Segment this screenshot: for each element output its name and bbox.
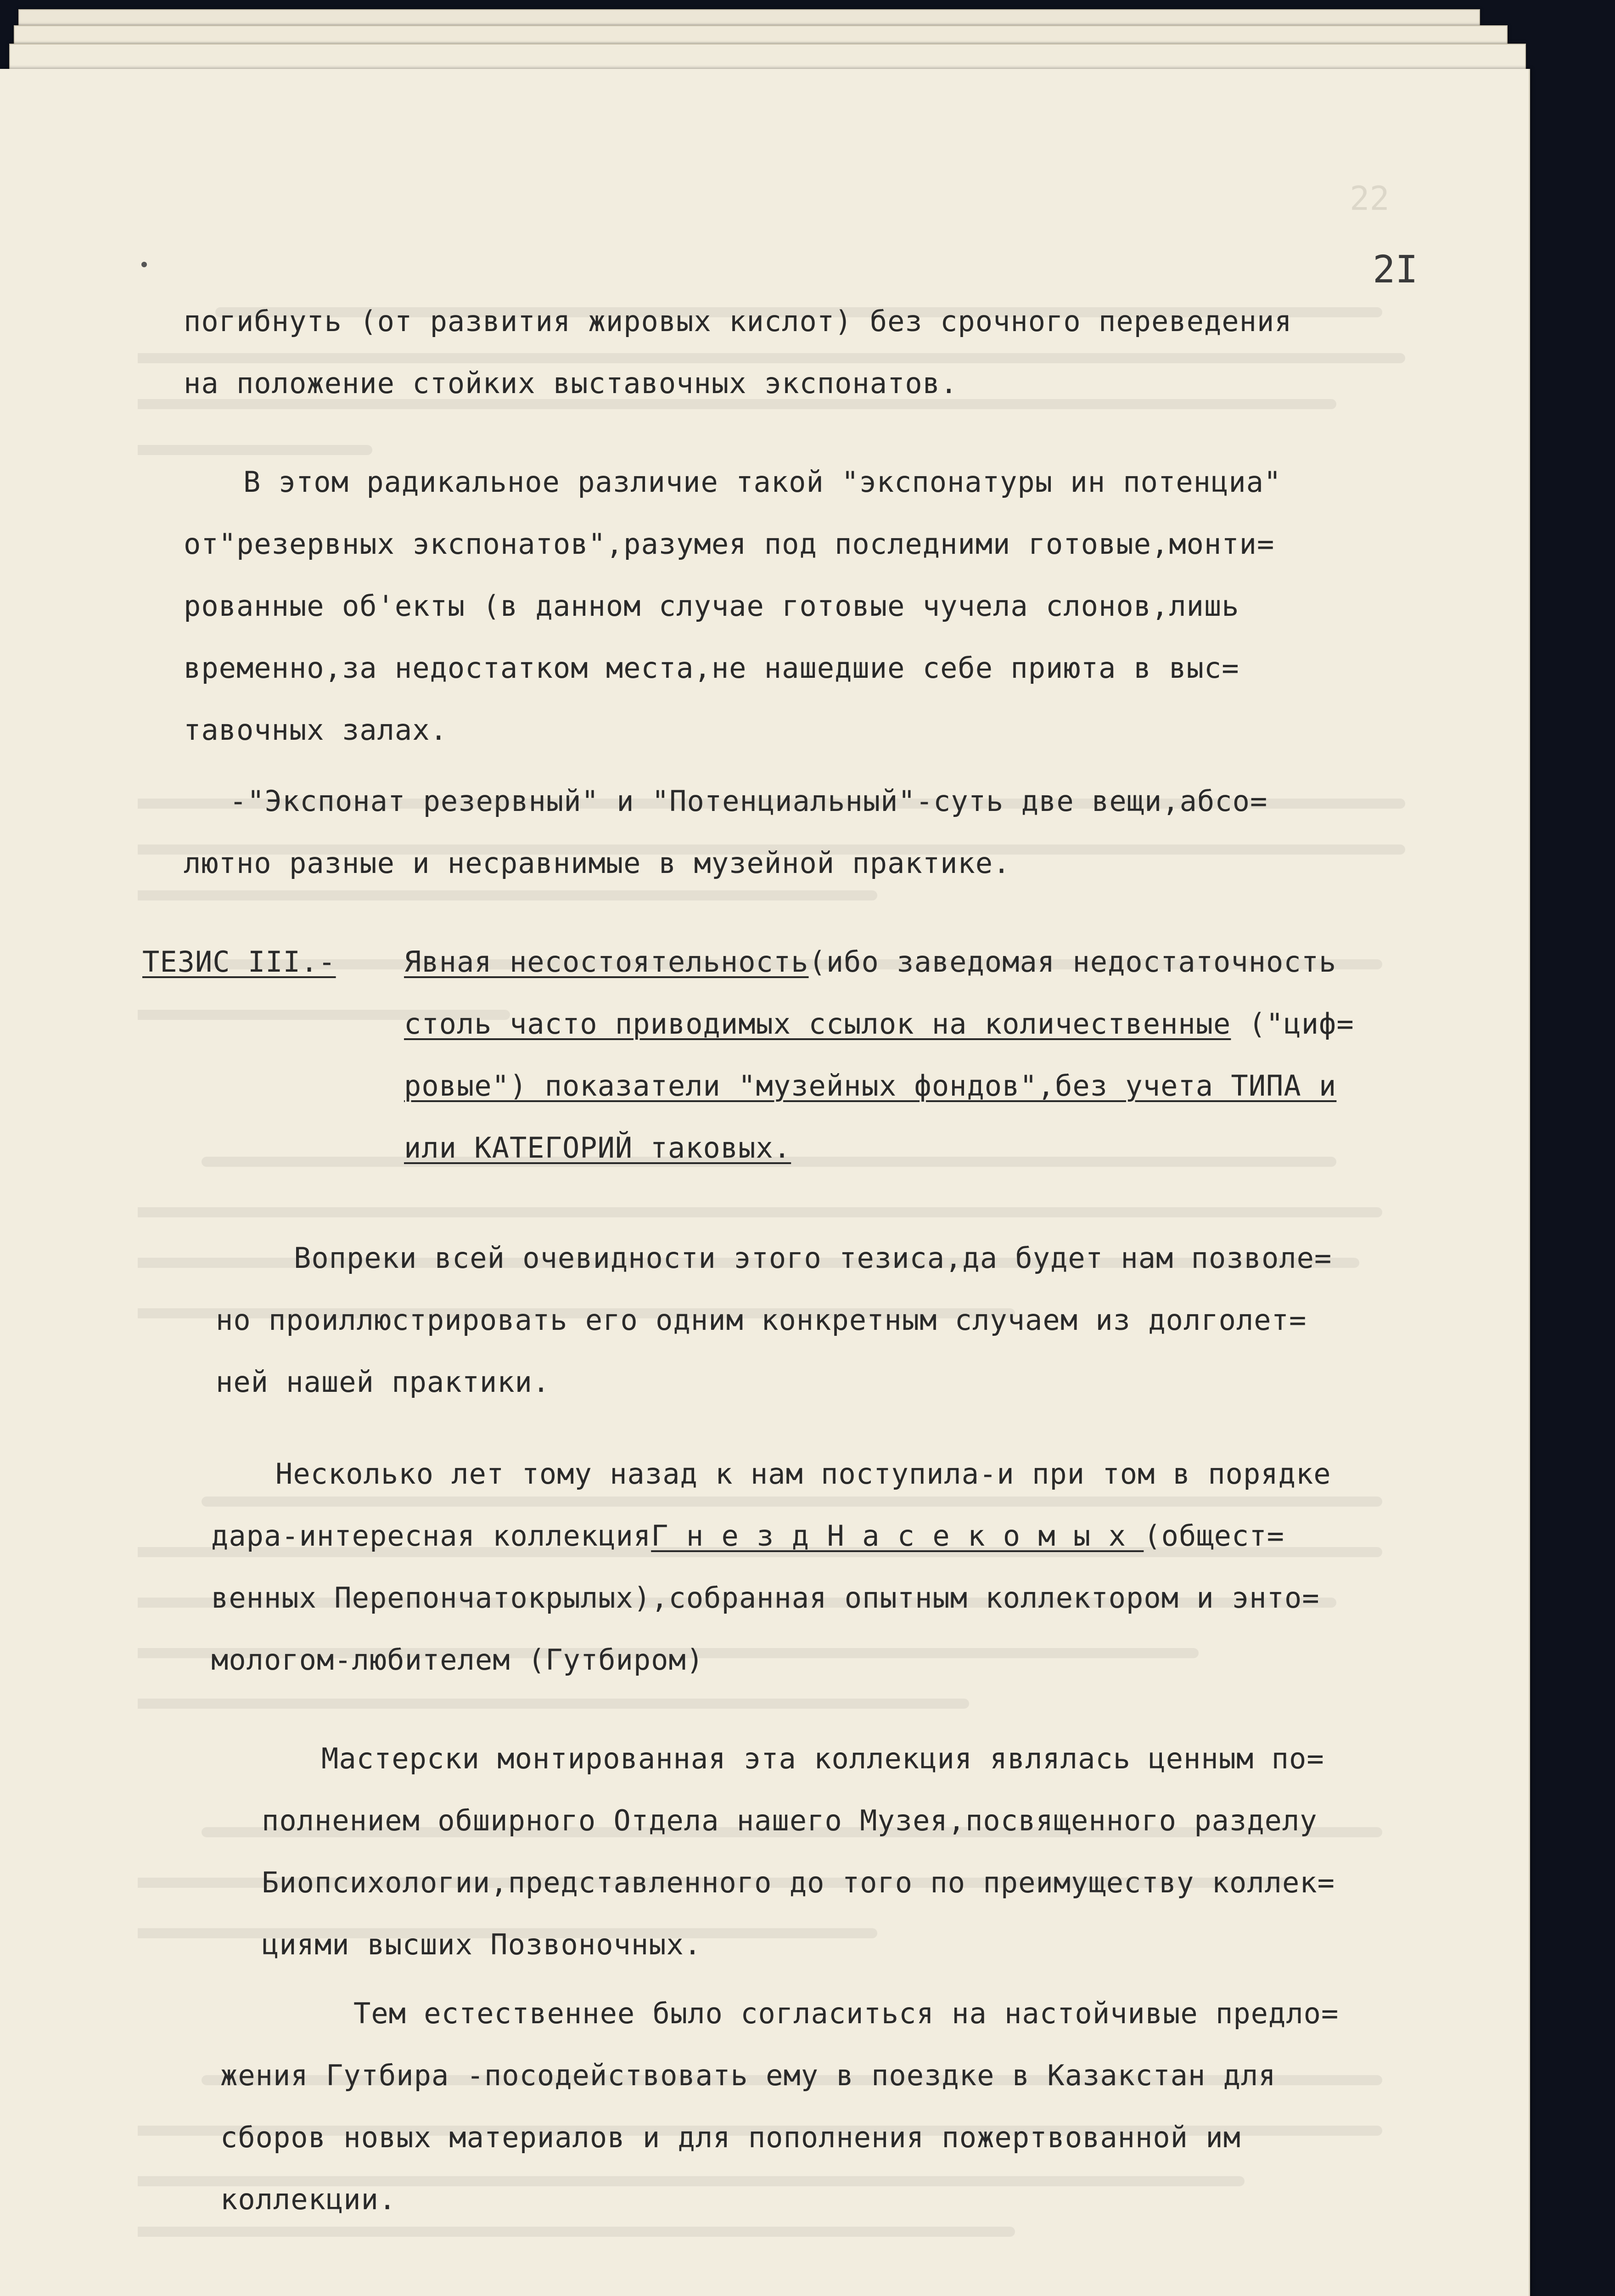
punch-mark: [141, 262, 147, 267]
thesis-statement: или КАТЕГОРИЙ таковых.: [404, 1131, 791, 1165]
faded-stamp: [1148, 2287, 1368, 2296]
text-line: временно,за недостатком места,не нашедшие себе приюта в выс=: [184, 651, 1239, 685]
text-line: но проиллюстрировать его одним конкретным случаем из долголет=: [216, 1303, 1307, 1337]
page-number: 2I: [1373, 248, 1418, 292]
text-line: В этом радикальное различие такой "экспонатуры ин потенциа": [243, 465, 1282, 499]
collection-title: Г н е з д Н а с е к о м ы х: [651, 1519, 1144, 1553]
document-page: [0, 69, 1530, 2296]
text-segment: (общест=: [1144, 1519, 1284, 1553]
bleed-page-number: 22: [1350, 179, 1390, 218]
text-line: сборов новых материалов и для пополнения пожертвованной им: [220, 2121, 1241, 2154]
text-line: от"резервных экспонатов",разумея под последними готовые,монти=: [184, 527, 1275, 561]
text-line: полнением обширного Отдела нашего Музея,посвященного разделу: [262, 1804, 1318, 1837]
thesis-statement: [404, 944, 1336, 980]
thesis-emphasis: Явная несостоятельность: [404, 945, 809, 979]
text-line: тавочных залах.: [184, 713, 448, 747]
thesis-statement: ровые") показатели "музейных фондов",без учета ТИПА и: [404, 1069, 1337, 1103]
text-line: Мастерски монтированная эта коллекция являлась ценным по=: [321, 1742, 1324, 1775]
text-line: циями высших Позвоночных.: [262, 1928, 702, 1961]
text-line: [211, 1518, 1284, 1554]
text-line: лютно разные и несравнимые в музейной практике.: [184, 846, 1011, 880]
thesis-statement: [404, 1006, 1354, 1042]
text-segment: дара-интересная коллекция: [211, 1519, 651, 1553]
text-line: на положение стойких выставочных экспонатов.: [184, 366, 958, 400]
text-line: коллекции.: [220, 2183, 397, 2216]
text-line: Вопреки всей очевидности этого тезиса,да будет нам позволе=: [294, 1241, 1332, 1275]
text-line: Тем естественнее было согласиться на настойчивые предло=: [353, 1997, 1339, 2030]
text-line: Биопсихологии,представленного до того по преимуществу коллек=: [262, 1866, 1335, 1899]
text-line: рованные об'екты (в данном случае готовые чучела слонов,лишь: [184, 589, 1239, 623]
text-line: Несколько лет тому назад к нам поступила-и при том в порядке: [275, 1457, 1331, 1491]
thesis-text: (ибо заведомая недостаточность: [808, 945, 1337, 979]
thesis-emphasis: столь часто приводимых ссылок на количественные: [404, 1007, 1231, 1041]
thesis-heading: ТЕЗИС III.-: [142, 945, 336, 979]
text-line: ней нашей практики.: [216, 1365, 550, 1399]
text-line: -"Экспонат резервный" и "Потенциальный"-суть две вещи,абсо=: [230, 784, 1268, 818]
text-line: жения Гутбира -посодействовать ему в поездке в Казакстан для: [220, 2059, 1276, 2092]
thesis-text: ("циф=: [1231, 1007, 1354, 1041]
text-line: венных Перепончатокрылых),собранная опытным коллектором и энто=: [211, 1581, 1320, 1615]
text-line: погибнуть (от развития жировых кислот) без срочного переведения: [184, 304, 1292, 338]
text-line: мологом-любителем (Гутбиром): [211, 1643, 704, 1677]
